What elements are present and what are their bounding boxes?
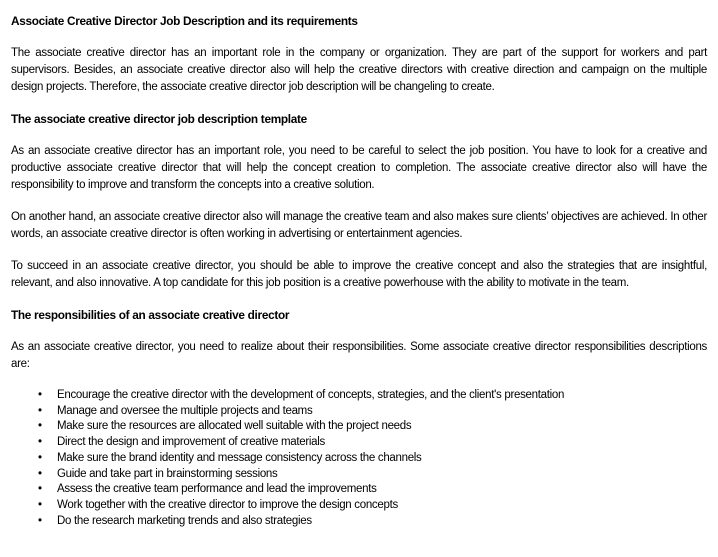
list-item: • Work together with the creative director to improve the design concepts: [57, 498, 707, 514]
paragraph-template-1: As an associate creative director has an important role, you need to be careful to select the job position. You have to look for a creative and productive associate creative director that will help the concept creation to completion. The associate creative director also will have the responsibility to improve and transform the concepts into a creative solution.: [11, 145, 707, 191]
paragraph-template-2: On another hand, an associate creative director also will manage the creative team and also makes sure clients’ objectives are achieved. In other words, an associate creative director is often working in advertising or entertainment agencies.: [11, 211, 707, 240]
heading-responsibilities: The responsibilities of an associate creative director: [11, 308, 290, 322]
list-item: • Do the research marketing trends and also strategies: [57, 514, 707, 530]
heading-job-description-title: Associate Creative Director Job Description and its requirements: [11, 14, 358, 28]
list-item: • Manage and oversee the multiple projects and teams: [57, 404, 707, 420]
list-item: • Encourage the creative director with the development of concepts, strategies, and the client's presentation: [57, 388, 707, 404]
paragraph-intro: The associate creative director has an important role in the company or organization. They are part of the support for workers and part supervisors. Besides, an associate creative director also will help the creative directors with creative direction and campaign on the multiple design projects. Therefore, the associate creative director job description will be changeling to create.: [11, 47, 707, 93]
responsibilities-list: [11, 388, 707, 529]
paragraph-template-3: To succeed in an associate creative director, you should be able to improve the creative concept and also the strategies that are insightful, relevant, and also innovative. A top candidate for this job position is a creative powerhouse with the ability to motivate in the team.: [11, 260, 707, 289]
heading-template: The associate creative director job description template: [11, 112, 307, 126]
list-item: • Make sure the resources are allocated well suitable with the project needs: [57, 419, 707, 435]
list-item: • Direct the design and improvement of creative materials: [57, 435, 707, 451]
list-item: • Assess the creative team performance and lead the improvements: [57, 482, 707, 498]
list-item: • Make sure the brand identity and message consistency across the channels: [57, 451, 707, 467]
list-item: • Guide and take part in brainstorming sessions: [57, 467, 707, 483]
paragraph-responsibilities-intro: As an associate creative director, you need to realize about their responsibilities. Some associate creative director responsibilities descriptions are:: [11, 341, 707, 370]
